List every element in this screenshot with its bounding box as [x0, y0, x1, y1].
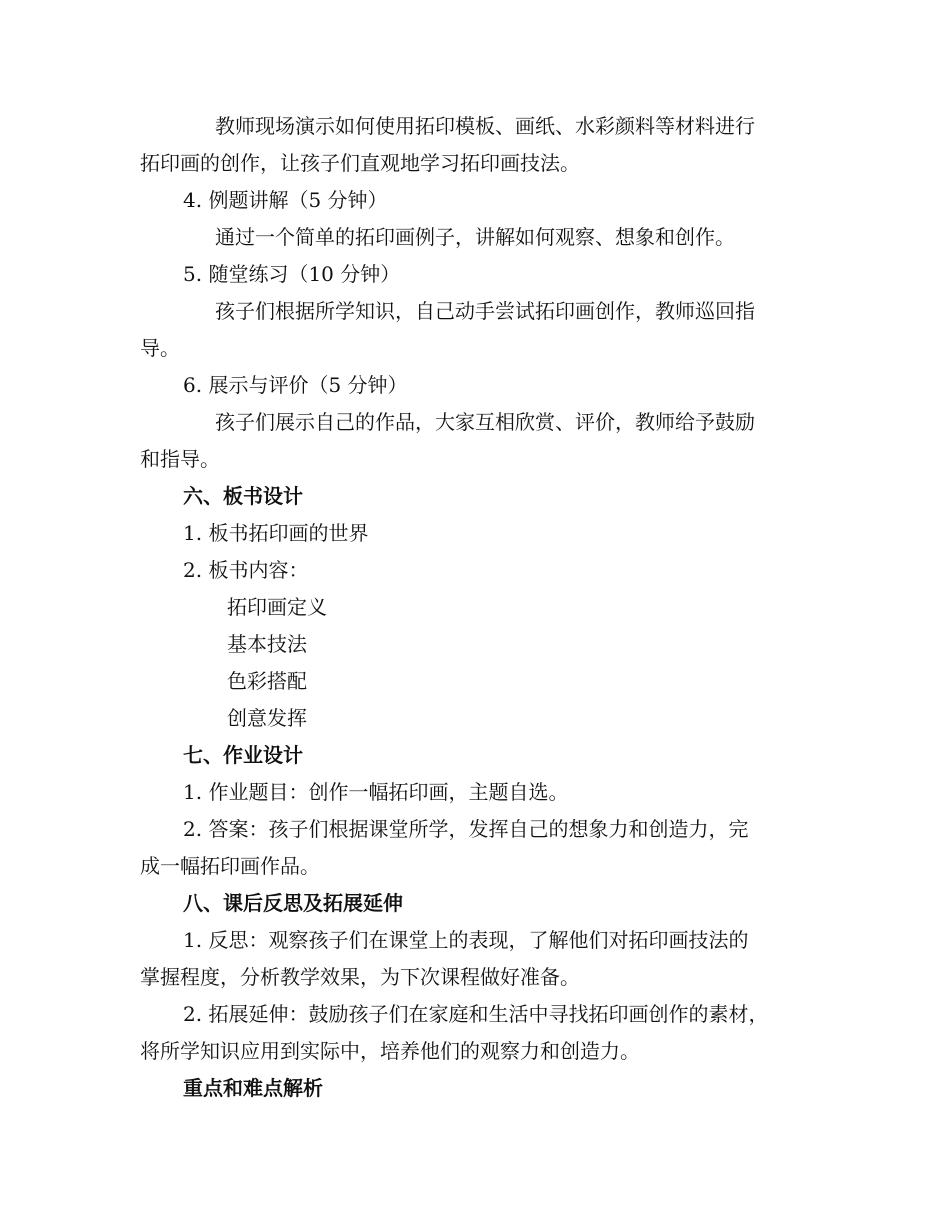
paragraph-line: 将所学知识应用到实际中，培养他们的观察力和创造力。 [140, 1039, 640, 1063]
paragraph-line: 掌握程度，分析教学效果，为下次课程做好准备。 [140, 965, 580, 989]
paragraph-line: 孩子们根据所学知识，自己动手尝试拓印画创作，教师巡回指 [215, 299, 755, 323]
sub-item: 基本技法 [227, 632, 307, 656]
paragraph-line: 成一幅拓印画作品。 [140, 854, 320, 878]
sub-item: 创意发挥 [227, 706, 307, 730]
section-heading: 六、板书设计 [183, 484, 303, 508]
section-heading: 八、课后反思及拓展延伸 [183, 891, 403, 915]
list-item: 1. 板书拓印画的世界 [183, 521, 369, 545]
paragraph-line: 和指导。 [140, 447, 220, 471]
list-item: 2. 拓展延伸：鼓励孩子们在家庭和生活中寻找拓印画创作的素材， [183, 1002, 769, 1026]
list-item: 6. 展示与评价（5 分钟） [183, 373, 408, 397]
sub-item: 色彩搭配 [227, 669, 307, 693]
sub-item: 拓印画定义 [227, 595, 327, 619]
list-item: 4. 例题讲解（5 分钟） [183, 188, 388, 212]
paragraph-line: 拓印画的创作，让孩子们直观地学习拓印画技法。 [140, 151, 580, 175]
paragraph-line: 孩子们展示自己的作品，大家互相欣赏、评价，教师给予鼓励 [215, 410, 755, 434]
paragraph-line: 导。 [140, 336, 180, 360]
list-item: 5. 随堂练习（10 分钟） [183, 262, 401, 286]
section-heading: 重点和难点解析 [183, 1076, 323, 1100]
list-item: 1. 作业题目：创作一幅拓印画，主题自选。 [183, 780, 569, 804]
list-item: 2. 板书内容： [183, 558, 309, 582]
paragraph-line: 通过一个简单的拓印画例子，讲解如何观察、想象和创作。 [215, 225, 735, 249]
section-heading: 七、作业设计 [183, 743, 303, 767]
list-item: 1. 反思：观察孩子们在课堂上的表现，了解他们对拓印画技法的 [183, 928, 749, 952]
paragraph-line: 教师现场演示如何使用拓印模板、画纸、水彩颜料等材料进行 [215, 114, 755, 138]
list-item: 2. 答案：孩子们根据课堂所学，发挥自己的想象力和创造力，完 [183, 817, 749, 841]
